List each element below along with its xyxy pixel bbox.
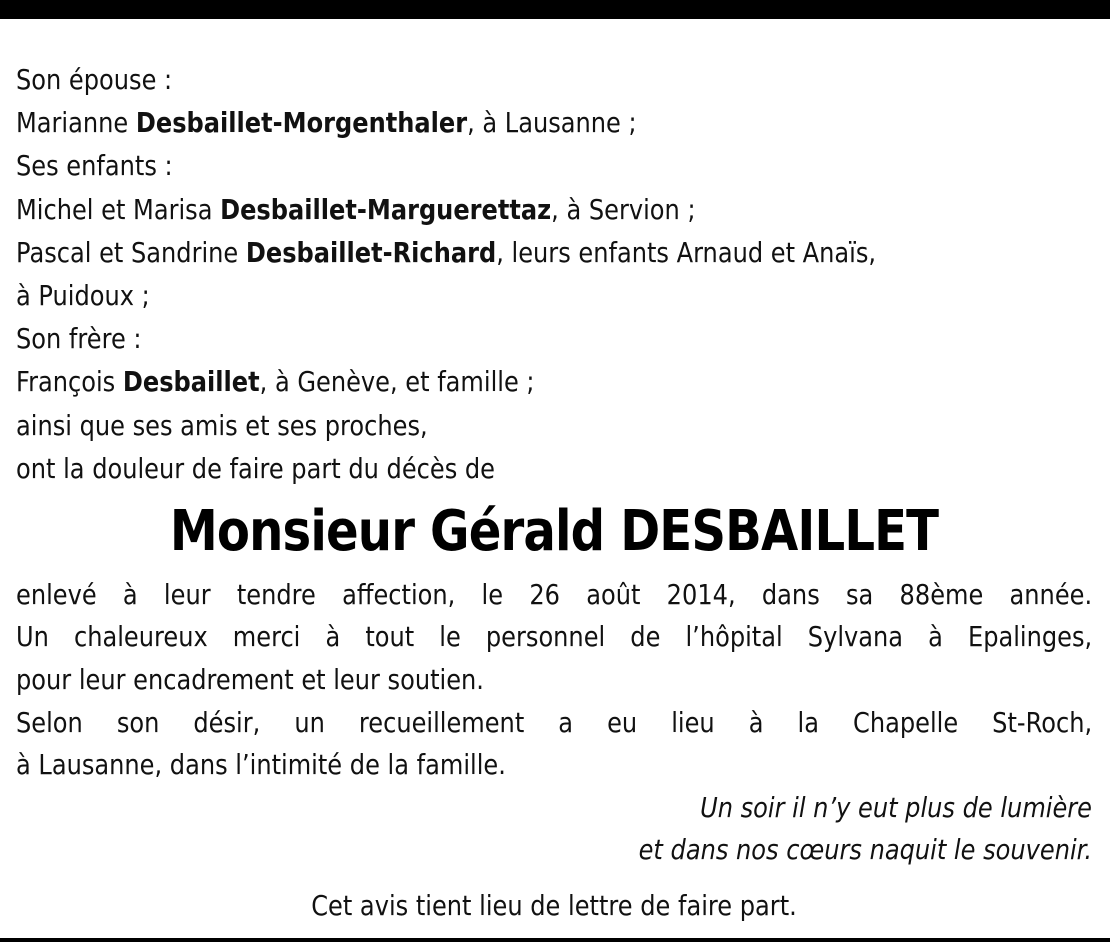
- word: eu: [607, 705, 638, 739]
- body-line-3: pour leur encadrement et leur soutien.: [16, 663, 484, 697]
- word: affection,: [342, 577, 456, 611]
- word: année.: [1009, 577, 1093, 611]
- word: à: [122, 577, 138, 611]
- bottom-border-rule: [0, 938, 1110, 942]
- child-line-2-continued: à Puidoux ;: [16, 278, 150, 312]
- word: Epalinges,: [967, 620, 1093, 654]
- child-line-1: Michel et Marisa Desbaillet-Marguerettaz, à Servion ;: [16, 192, 696, 226]
- poem: [16, 787, 1092, 871]
- word: son: [116, 705, 160, 739]
- poem-line-2: et dans nos cœurs naquit le souvenir.: [638, 832, 1092, 866]
- spouse-heading: Son épouse :: [16, 63, 173, 96]
- word: tout: [365, 620, 415, 654]
- deceased-name: Monsieur Gérald DESBAILLET: [169, 498, 939, 564]
- brother-heading: Son frère :: [16, 322, 142, 356]
- word: désir,: [193, 705, 261, 739]
- word: un: [294, 705, 325, 739]
- body-text: [16, 574, 1092, 787]
- word: à: [748, 705, 764, 739]
- word: chaleureux: [73, 620, 208, 654]
- spouse-name: Desbaillet-Morgenthaler: [135, 106, 468, 140]
- word: de: [630, 620, 661, 654]
- children-heading: Ses enfants :: [16, 149, 173, 183]
- spouse-line: Marianne Desbaillet-Morgenthaler, à Lausanne ;: [16, 106, 637, 140]
- word: 2014,: [666, 577, 736, 611]
- brother-name: Desbaillet: [122, 365, 260, 399]
- word: Un: [16, 620, 49, 654]
- word: le: [439, 620, 461, 654]
- word: personnel: [485, 620, 606, 654]
- word: l’hôpital: [685, 620, 783, 654]
- word: leur: [163, 577, 211, 611]
- word: Selon: [16, 705, 83, 739]
- word: merci: [232, 620, 301, 654]
- word: le: [481, 577, 504, 611]
- word: 88ème: [899, 577, 984, 611]
- child-1-name: Desbaillet-Marguerettaz: [220, 192, 552, 226]
- word: lieu: [671, 705, 715, 739]
- body-line-2: [16, 616, 1092, 659]
- word: tendre: [236, 577, 316, 611]
- body-line-5: à Lausanne, dans l’intimité de la famille.: [16, 748, 506, 782]
- word: Sylvana: [807, 620, 904, 654]
- word: à: [928, 620, 943, 654]
- poem-line-1: Un soir il n’y eut plus de lumière: [700, 790, 1092, 824]
- top-border-rule: [0, 0, 1110, 19]
- word: a: [558, 705, 574, 739]
- brother-line: François Desbaillet, à Genève, et famille ;: [16, 365, 535, 399]
- word: Chapelle: [853, 705, 959, 739]
- word: à: [325, 620, 341, 654]
- obituary-notice: [16, 58, 1092, 929]
- word: St-Roch,: [992, 705, 1093, 739]
- child-2-name: Desbaillet-Richard: [245, 235, 497, 269]
- friends-line: ainsi que ses amis et ses proches,: [16, 408, 428, 442]
- word: la: [797, 705, 819, 739]
- child-line-2: Pascal et Sandrine Desbaillet-Richard, leurs enfants Arnaud et Anaïs,: [16, 235, 877, 269]
- word: août: [586, 577, 641, 611]
- word: recueillement: [358, 705, 525, 739]
- word: sa: [845, 577, 874, 611]
- announcement-line: ont la douleur de faire part du décès de: [16, 451, 496, 485]
- word: enlevé: [16, 577, 97, 611]
- closing-statement: Cet avis tient lieu de lettre de faire part.: [311, 888, 797, 922]
- body-line-1: [16, 574, 1092, 617]
- word: 26: [529, 577, 560, 611]
- word: dans: [761, 577, 820, 611]
- body-line-4: [16, 702, 1092, 745]
